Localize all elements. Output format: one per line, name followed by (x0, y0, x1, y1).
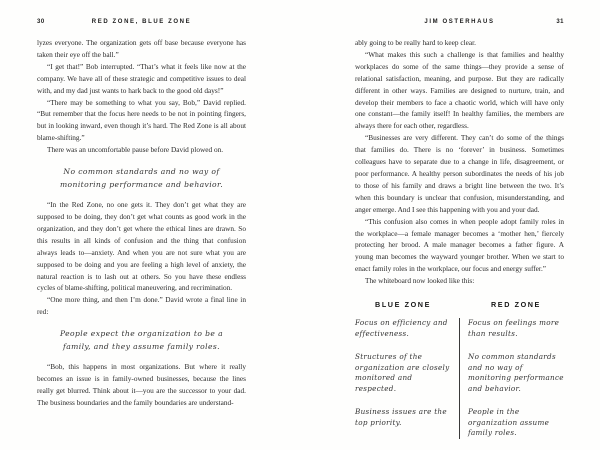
right-page-number: 31 (556, 19, 564, 25)
whiteboard-column-header-red-zone: RED ZONE (491, 300, 541, 310)
right-running-header (355, 19, 564, 25)
left-running-title: RED ZONE, BLUE ZONE (91, 19, 192, 25)
whiteboard-column-blue-zone (355, 318, 451, 439)
paragraph: “Businesses are very different. They can’t do some of the things that families do. There is no ‘forever’ in business. Sometimes colleagues have to separate due to a change in life, disagreement, or poor performance. A healthy person subordinates the needs of his job to those of his family and draws a bright line between the two. It’s when this boundary is unclear that confusion, misunderstanding, and anger emerge. And I see this happening with you and your dad. (355, 133, 564, 214)
whiteboard-item: No common standards and no way of monitoring performance and behavior. (468, 352, 564, 393)
paragraph: ably going to be really hard to keep clear. (355, 38, 476, 47)
right-page-content (355, 0, 564, 450)
paragraph: “One more thing, and then I’m done.” David wrote a final line in red: (37, 295, 246, 317)
whiteboard-headers (355, 300, 564, 309)
whiteboard-column-divider (459, 318, 460, 439)
paragraph: “In the Red Zone, no one gets it. They don’t get what they are supposed to be doing, they don’t get what counts as good work in the organization, and they don’t get where the ethical lines are drawn. So this results in all kinds of confusion and the thing that confusion always leads to—anxiety. And when you are not sure what you are supposed to be doing and you are feeling a high level of anxiety, the natural reaction is to lash out at others. So you have these endless cycles of blame-shifting, political maneuvering, and recrimination. (37, 200, 246, 293)
whiteboard-column-red-zone (468, 318, 564, 439)
handwritten-quote: No common standards and no way of monitoring performance and behavior. (59, 167, 224, 190)
whiteboard-column-header-blue-zone: BLUE ZONE (375, 300, 431, 310)
paragraph: “Bob, this happens in most organizations. But where it really becomes an issue is in family-owned businesses, because the lines really get blurred. Think about it—you are the successor to your dad. The business boundaries and the family boundaries are understand- (37, 362, 246, 407)
whiteboard-header-spacer (451, 300, 468, 309)
left-page-content (37, 0, 246, 450)
left-running-header (37, 19, 246, 25)
whiteboard-item: Focus on feelings more than results. (468, 318, 560, 338)
paragraph: “I get that!” Bob interrupted. “That’s what it feels like now at the company. We have all of these strategic and competitive issues to deal with, and my dad just wants to hark back to the good old days!” (37, 61, 246, 95)
right-page (300, 0, 600, 450)
left-page-number: 30 (37, 19, 45, 25)
paragraph: There was an uncomfortable pause before David plowed on. (47, 145, 224, 155)
whiteboard-body (355, 318, 564, 439)
handwritten-quote: People expect the organization to be a family, and they assume family roles. (59, 329, 224, 352)
whiteboard-table (355, 300, 564, 439)
left-body-text (37, 37, 246, 409)
paragraph: lyzes everyone. The organization gets off base because everyone has taken their eye off the ball.” (37, 38, 246, 59)
whiteboard-item: People in the organization assume family roles. (468, 407, 550, 438)
whiteboard-item: Business issues are the top priority. (355, 407, 447, 427)
paragraph: “What makes this such a challenge is that families and healthy workplaces do some of the same things—they provide a sense of relational satisfaction, meaning, and purpose. But they are radically different in other ways. Families are designed to nurture, train, and develop their members to face a chaotic world, which will have only one constant—the family itself! In healthy families, the members are always there for each other, regardless. (355, 49, 564, 131)
paragraph: “There may be something to what you say, Bob,” David replied. “But remember that the focus here needs to be not in pointing fingers, but in looking inward, even though it’s hard. The Red Zone is all about blame-shifting.” (37, 97, 246, 143)
whiteboard-item: Structures of the organization are closely monitored and respected. (355, 352, 450, 393)
paragraph: The whiteboard now looked like this: (365, 276, 475, 286)
paragraph: “This confusion also comes in when people adopt family roles in the workplace—a female manager becomes a ‘mother hen,’ fiercely protecting her brood. A male manager becomes a father figure. A young man becomes the wayward younger brother. When we start to enact family roles in the workplace, our focus and energy suffer.” (355, 216, 564, 274)
right-body-text (355, 37, 564, 439)
whiteboard-item: Focus on efficiency and effectiveness. (355, 318, 448, 338)
right-running-title: JIM OSTERHAUS (424, 19, 495, 25)
